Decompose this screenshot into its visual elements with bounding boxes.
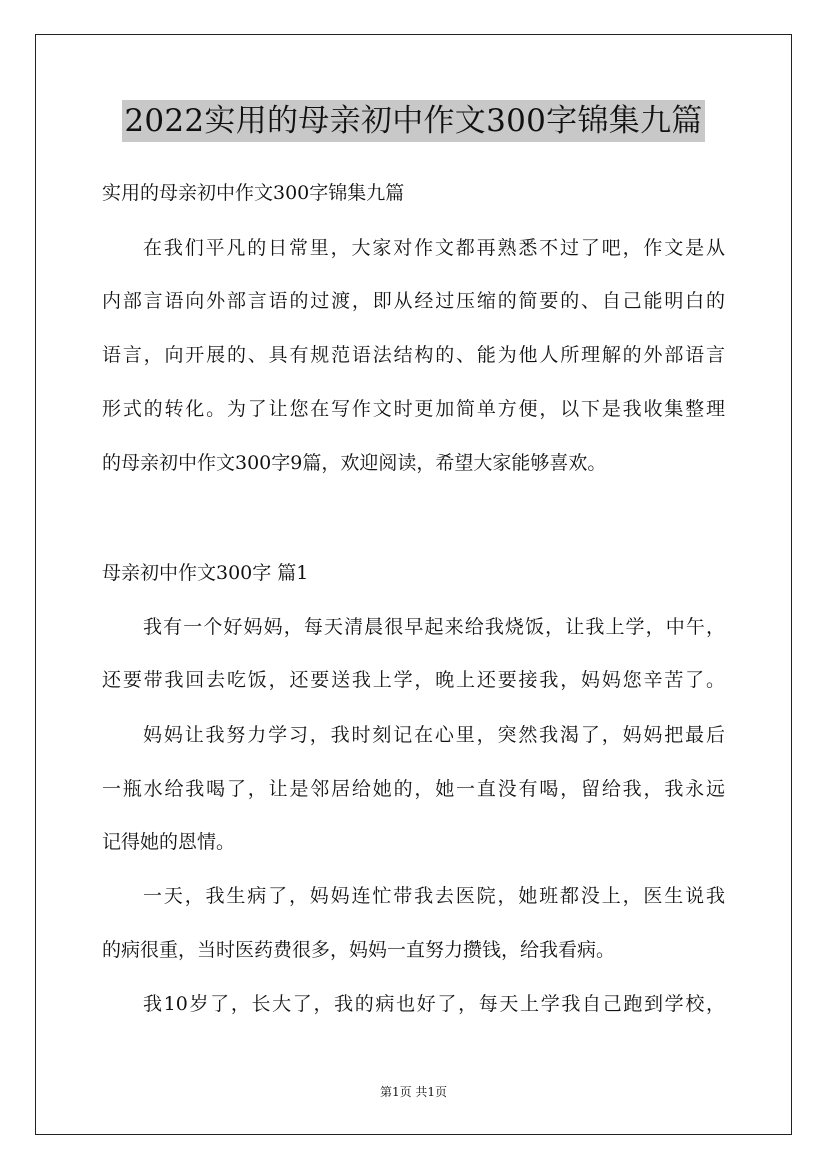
intro-line: 形式的转化。为了让您在写作文时更加简单方便，以下是我收集整理	[102, 398, 725, 420]
body-line: 还要带我回去吃饭，还要送我上学，晚上还要接我，妈妈您辛苦了。	[102, 669, 725, 691]
section-heading: 母亲初中作文300字 篇1	[102, 562, 309, 584]
page-footer: 第1页 共1页	[379, 1085, 448, 1099]
body-line: 的病很重，当时医药费很多，妈妈一直努力攒钱，给我看病。	[102, 939, 616, 961]
body-line: 我有一个好妈妈，每天清晨很早起来给我烧饭，让我上学，中午，	[143, 616, 725, 638]
body-line: 妈妈让我努力学习，我时刻记在心里，突然我渴了，妈妈把最后	[143, 724, 725, 746]
body-line: 我10岁了，长大了，我的病也好了，每天上学我自己跑到学校，	[143, 993, 725, 1015]
document-subtitle: 实用的母亲初中作文300字锦集九篇	[102, 182, 405, 204]
intro-line: 在我们平凡的日常里，大家对作文都再熟悉不过了吧，作文是从	[143, 237, 725, 259]
intro-line: 的母亲初中作文300字9篇，欢迎阅读，希望大家能够喜欢。	[102, 452, 607, 474]
title-container	[0, 100, 827, 142]
body-line: 一天，我生病了，妈妈连忙带我去医院，她班都没上，医生说我	[143, 885, 725, 907]
body-line: 一瓶水给我喝了，让是邻居给她的，她一直没有喝，留给我，我永远	[102, 778, 725, 800]
intro-line: 内部言语向外部言语的过渡，即从经过压缩的简要的、自己能明白的	[102, 290, 725, 312]
body-line: 记得她的恩情。	[102, 831, 236, 853]
document-title: 2022实用的母亲初中作文300字锦集九篇	[122, 100, 704, 142]
intro-line: 语言，向开展的、具有规范语法结构的、能为他人所理解的外部语言	[102, 344, 725, 366]
